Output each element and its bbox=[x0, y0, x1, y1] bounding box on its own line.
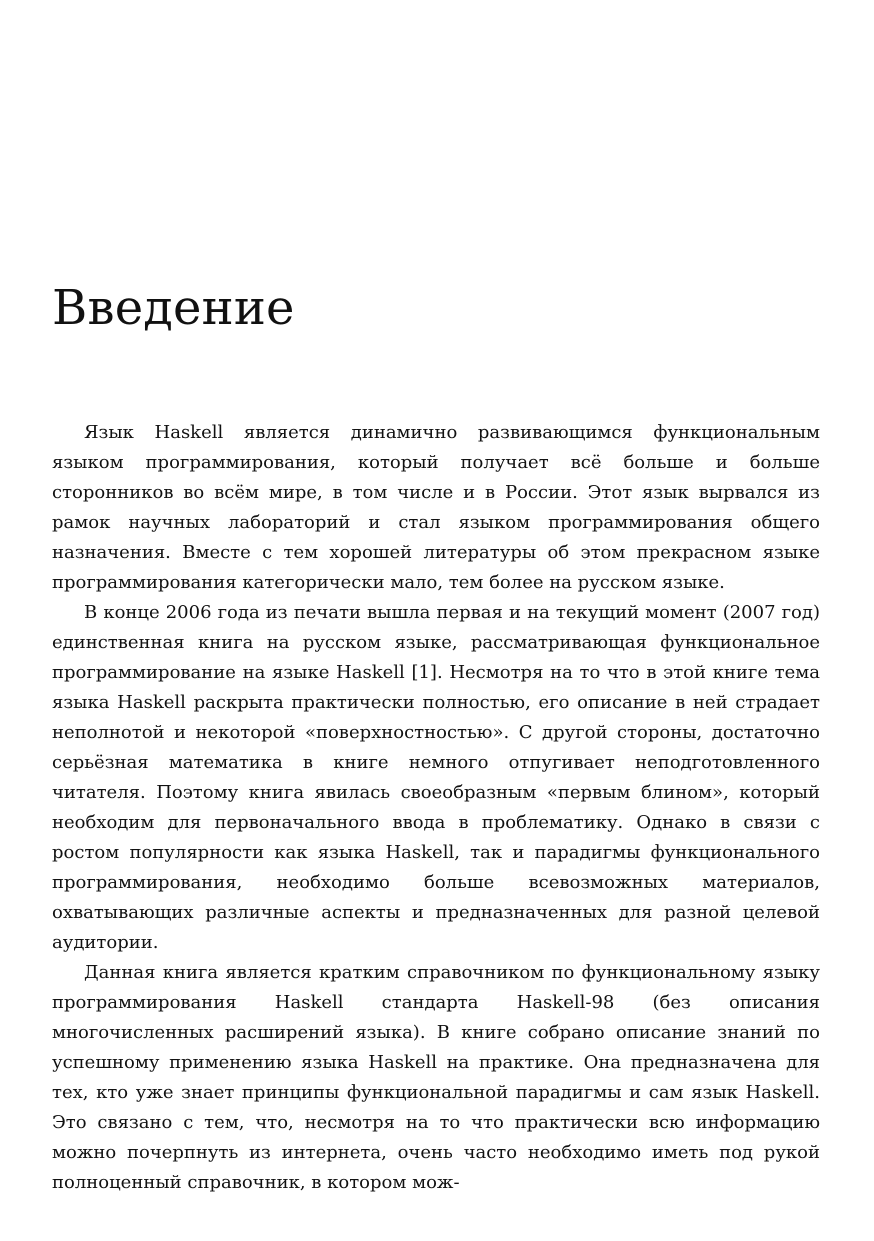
paragraph: В конце 2006 года из печати вышла первая и на текущий момент (2007 год) единственная книга на русском языке, рассматривающая функциональное программирование на языке Haskell [1]. Несмотря на то что в этой книге тема языка Haskell раскрыта практически полностью, его описание в ней страдает неполнотой и некоторой «поверхностностью». С другой стороны, достаточно серьёзная математика в книге немного отпугивает неподготовленного читателя. Поэтому книга явилась своеобразным «первым блином», который необходим для первоначального ввода в проблематику. Однако в связи с ростом популярности как языка Haskell, так и парадигмы функционального программирования, необходимо больше всевозможных материалов, охватывающих различные аспекты и предназначенных для разной целевой аудитории. bbox=[52, 602, 820, 953]
chapter-body bbox=[52, 418, 820, 1198]
paragraph: Язык Haskell является динамично развивающимся функциональным языком программирования, который получает всё больше и больше сторонников во всём мире, в том числе и в России. Этот язык вырвался из рамок научных лабораторий и стал языком программирования общего назначения. Вместе с тем хорошей литературы об этом прекрасном языке программирования категорически мало, тем более на русском языке. bbox=[52, 422, 820, 593]
chapter-title: Введение bbox=[52, 280, 295, 336]
paragraph: Данная книга является кратким справочником по функциональному языку программирования Haskell стандарта Haskell-98 (без описания многочисленных расширений языка). В книге собрано описание знаний по успешному применению языка Haskell на практике. Она предназначена для тех, кто уже знает принципы функциональной парадигмы и сам язык Haskell. Это связано с тем, что, несмотря на то что практически всю информацию можно почерпнуть из интернета, очень часто необходимо иметь под рукой полноценный справочник, в котором мож- bbox=[52, 962, 820, 1193]
